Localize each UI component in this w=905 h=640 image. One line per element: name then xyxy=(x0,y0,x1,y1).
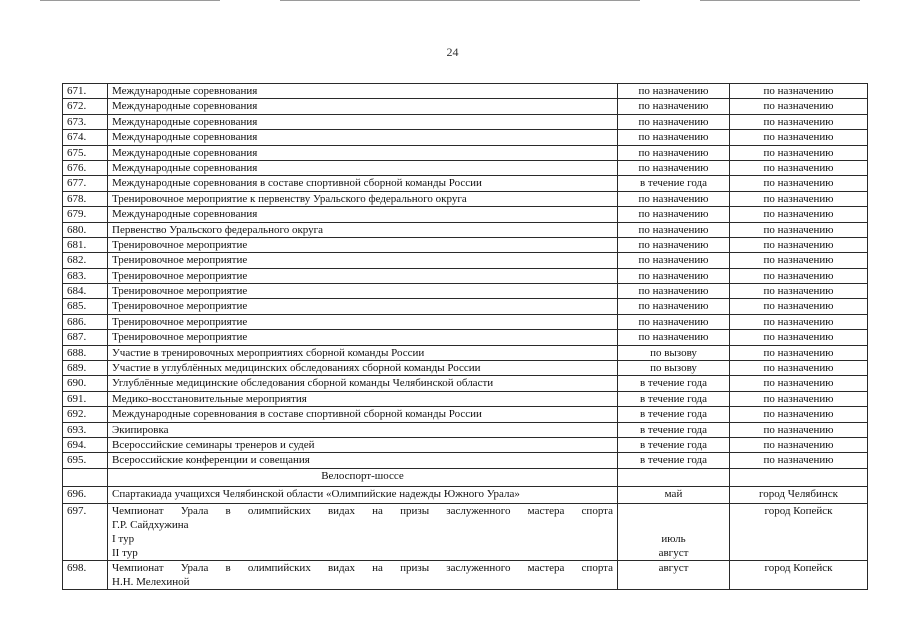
row-place: по назначению xyxy=(730,345,868,360)
row-number: 682. xyxy=(63,253,108,268)
row-event: Тренировочное мероприятие xyxy=(108,237,618,252)
row-number: 675. xyxy=(63,145,108,160)
row-date: май xyxy=(618,486,730,503)
row-event: Спартакиада учащихся Челябинской области «Олимпийские надежды Южного Урала» xyxy=(108,486,618,503)
row-date: по назначению xyxy=(618,99,730,114)
row-number: 680. xyxy=(63,222,108,237)
row-number: 677. xyxy=(63,176,108,191)
table-row xyxy=(63,422,868,437)
row-place: по назначению xyxy=(730,299,868,314)
row-event: Углублённые медицинские обследования сборной команды Челябинской области xyxy=(108,376,618,391)
row-event: Тренировочное мероприятие xyxy=(108,253,618,268)
row-date: по назначению xyxy=(618,222,730,237)
row-date: по назначению xyxy=(618,268,730,283)
row-place: по назначению xyxy=(730,437,868,452)
table-row xyxy=(63,222,868,237)
row-place: по назначению xyxy=(730,314,868,329)
row-date xyxy=(618,503,730,560)
table-row xyxy=(63,268,868,283)
row-event: Тренировочное мероприятие xyxy=(108,330,618,345)
row-number: 687. xyxy=(63,330,108,345)
tour-label: II тур xyxy=(112,546,138,559)
row-event: Международные соревнования xyxy=(108,99,618,114)
row-place: город Копейск xyxy=(730,503,868,560)
row-date: по назначению xyxy=(618,237,730,252)
row-date: по назначению xyxy=(618,114,730,129)
row-date: по назначению xyxy=(618,160,730,175)
table-row xyxy=(63,560,868,589)
row-place: по назначению xyxy=(730,84,868,99)
row-event: Тренировочное мероприятие xyxy=(108,268,618,283)
row-event: Тренировочное мероприятие к первенству Уральского федерального округа xyxy=(108,191,618,206)
row-date: в течение года xyxy=(618,453,730,468)
row-event: Тренировочное мероприятие xyxy=(108,299,618,314)
row-date: по назначению xyxy=(618,330,730,345)
table-row xyxy=(63,407,868,422)
row-number: 676. xyxy=(63,160,108,175)
table-row xyxy=(63,391,868,406)
row-date: в течение года xyxy=(618,407,730,422)
row-number: 678. xyxy=(63,191,108,206)
row-event xyxy=(108,560,618,589)
row-number: 694. xyxy=(63,437,108,452)
row-event: Экипировка xyxy=(108,422,618,437)
row-event xyxy=(108,503,618,560)
row-place: город Копейск xyxy=(730,560,868,589)
row-place: по назначению xyxy=(730,160,868,175)
row-date: в течение года xyxy=(618,376,730,391)
table-row xyxy=(63,284,868,299)
row-date: август xyxy=(618,560,730,589)
row-number: 696. xyxy=(63,486,108,503)
date-line: август xyxy=(658,546,689,559)
table-row xyxy=(63,330,868,345)
row-date: по назначению xyxy=(618,253,730,268)
row-event: Международные соревнования xyxy=(108,130,618,145)
table-row xyxy=(63,207,868,222)
row-place: по назначению xyxy=(730,222,868,237)
row-date: по назначению xyxy=(618,191,730,206)
row-number: 698. xyxy=(63,560,108,589)
row-place: по назначению xyxy=(730,176,868,191)
row-number: 685. xyxy=(63,299,108,314)
row-place: по назначению xyxy=(730,237,868,252)
table-row xyxy=(63,503,868,560)
row-number: 689. xyxy=(63,361,108,376)
row-event: Международные соревнования xyxy=(108,160,618,175)
table-row xyxy=(63,191,868,206)
row-event: Участие в углублённых медицинских обследованиях сборной команды России xyxy=(108,361,618,376)
events-table-body xyxy=(63,84,868,590)
row-number: 679. xyxy=(63,207,108,222)
table-row xyxy=(63,376,868,391)
row-date: по назначению xyxy=(618,284,730,299)
row-date: по назначению xyxy=(618,84,730,99)
row-place: по назначению xyxy=(730,407,868,422)
event-line: Чемпионат Урала в олимпийских видах на призы заслуженного мастера спорта xyxy=(112,504,613,517)
top-scan-rule xyxy=(280,0,640,1)
row-number: 672. xyxy=(63,99,108,114)
table-row xyxy=(63,437,868,452)
event-line: Н.Н. Мелехиной xyxy=(112,575,190,588)
row-place: по назначению xyxy=(730,376,868,391)
section-title: Велоспорт-шоссе xyxy=(108,468,618,486)
table-row xyxy=(63,114,868,129)
row-event: Первенство Уральского федерального округа xyxy=(108,222,618,237)
date-spacer xyxy=(622,518,725,532)
row-date: по назначению xyxy=(618,314,730,329)
top-scan-rule xyxy=(40,0,220,1)
row-place: по назначению xyxy=(730,284,868,299)
event-line: Г.Р. Сайдхужина xyxy=(112,518,189,531)
row-number: 686. xyxy=(63,314,108,329)
row-date: по назначению xyxy=(618,130,730,145)
row-event: Международные соревнования в составе спортивной сборной команды России xyxy=(108,176,618,191)
table-row xyxy=(63,237,868,252)
row-number: 684. xyxy=(63,284,108,299)
table-row xyxy=(63,130,868,145)
section-place-cell xyxy=(730,468,868,486)
row-place: город Челябинск xyxy=(730,486,868,503)
table-row xyxy=(63,99,868,114)
row-place: по назначению xyxy=(730,391,868,406)
row-number: 688. xyxy=(63,345,108,360)
row-event: Всероссийские конференции и совещания xyxy=(108,453,618,468)
row-place: по назначению xyxy=(730,99,868,114)
table-row xyxy=(63,145,868,160)
row-place: по назначению xyxy=(730,268,868,283)
row-place: по назначению xyxy=(730,130,868,145)
row-number: 692. xyxy=(63,407,108,422)
row-date: в течение года xyxy=(618,422,730,437)
table-row xyxy=(63,486,868,503)
row-number: 697. xyxy=(63,503,108,560)
row-date: по назначению xyxy=(618,299,730,314)
row-number: 690. xyxy=(63,376,108,391)
page-number: 24 xyxy=(446,45,459,59)
row-date: по назначению xyxy=(618,207,730,222)
row-date: в течение года xyxy=(618,391,730,406)
table-row xyxy=(63,299,868,314)
row-date: по вызову xyxy=(618,345,730,360)
row-number: 693. xyxy=(63,422,108,437)
row-event: Международные соревнования xyxy=(108,207,618,222)
table-row xyxy=(63,314,868,329)
row-number: 674. xyxy=(63,130,108,145)
row-place: по назначению xyxy=(730,191,868,206)
table-row xyxy=(63,176,868,191)
row-place: по назначению xyxy=(730,330,868,345)
row-number: 673. xyxy=(63,114,108,129)
events-table xyxy=(62,83,868,590)
section-row xyxy=(63,468,868,486)
row-place: по назначению xyxy=(730,253,868,268)
top-scan-rule xyxy=(700,0,860,1)
row-event: Медико-восстановительные мероприятия xyxy=(108,391,618,406)
row-number: 691. xyxy=(63,391,108,406)
row-date: в течение года xyxy=(618,437,730,452)
row-number: 681. xyxy=(63,237,108,252)
table-row xyxy=(63,253,868,268)
row-number: 671. xyxy=(63,84,108,99)
row-event: Всероссийские семинары тренеров и судей xyxy=(108,437,618,452)
row-event: Международные соревнования xyxy=(108,145,618,160)
tour-label: I тур xyxy=(112,532,135,545)
row-place: по назначению xyxy=(730,453,868,468)
table-row xyxy=(63,345,868,360)
row-event: Тренировочное мероприятие xyxy=(108,284,618,299)
row-date: по назначению xyxy=(618,145,730,160)
row-event: Международные соревнования xyxy=(108,114,618,129)
row-number: 695. xyxy=(63,453,108,468)
row-place: по назначению xyxy=(730,422,868,437)
row-event: Тренировочное мероприятие xyxy=(108,314,618,329)
section-number-cell xyxy=(63,468,108,486)
row-event: Международные соревнования xyxy=(108,84,618,99)
row-event: Участие в тренировочных мероприятиях сборной команды России xyxy=(108,345,618,360)
row-date: по вызову xyxy=(618,361,730,376)
date-spacer xyxy=(622,504,725,518)
table-row xyxy=(63,160,868,175)
table-row xyxy=(63,361,868,376)
row-event: Международные соревнования в составе спортивной сборной команды России xyxy=(108,407,618,422)
row-place: по назначению xyxy=(730,114,868,129)
event-line: Чемпионат Урала в олимпийских видах на призы заслуженного мастера спорта xyxy=(112,561,613,574)
row-place: по назначению xyxy=(730,207,868,222)
table-row xyxy=(63,84,868,99)
date-line: июль xyxy=(661,532,686,545)
row-place: по назначению xyxy=(730,361,868,376)
table-row xyxy=(63,453,868,468)
row-place: по назначению xyxy=(730,145,868,160)
section-date-cell xyxy=(618,468,730,486)
row-date: в течение года xyxy=(618,176,730,191)
row-number: 683. xyxy=(63,268,108,283)
